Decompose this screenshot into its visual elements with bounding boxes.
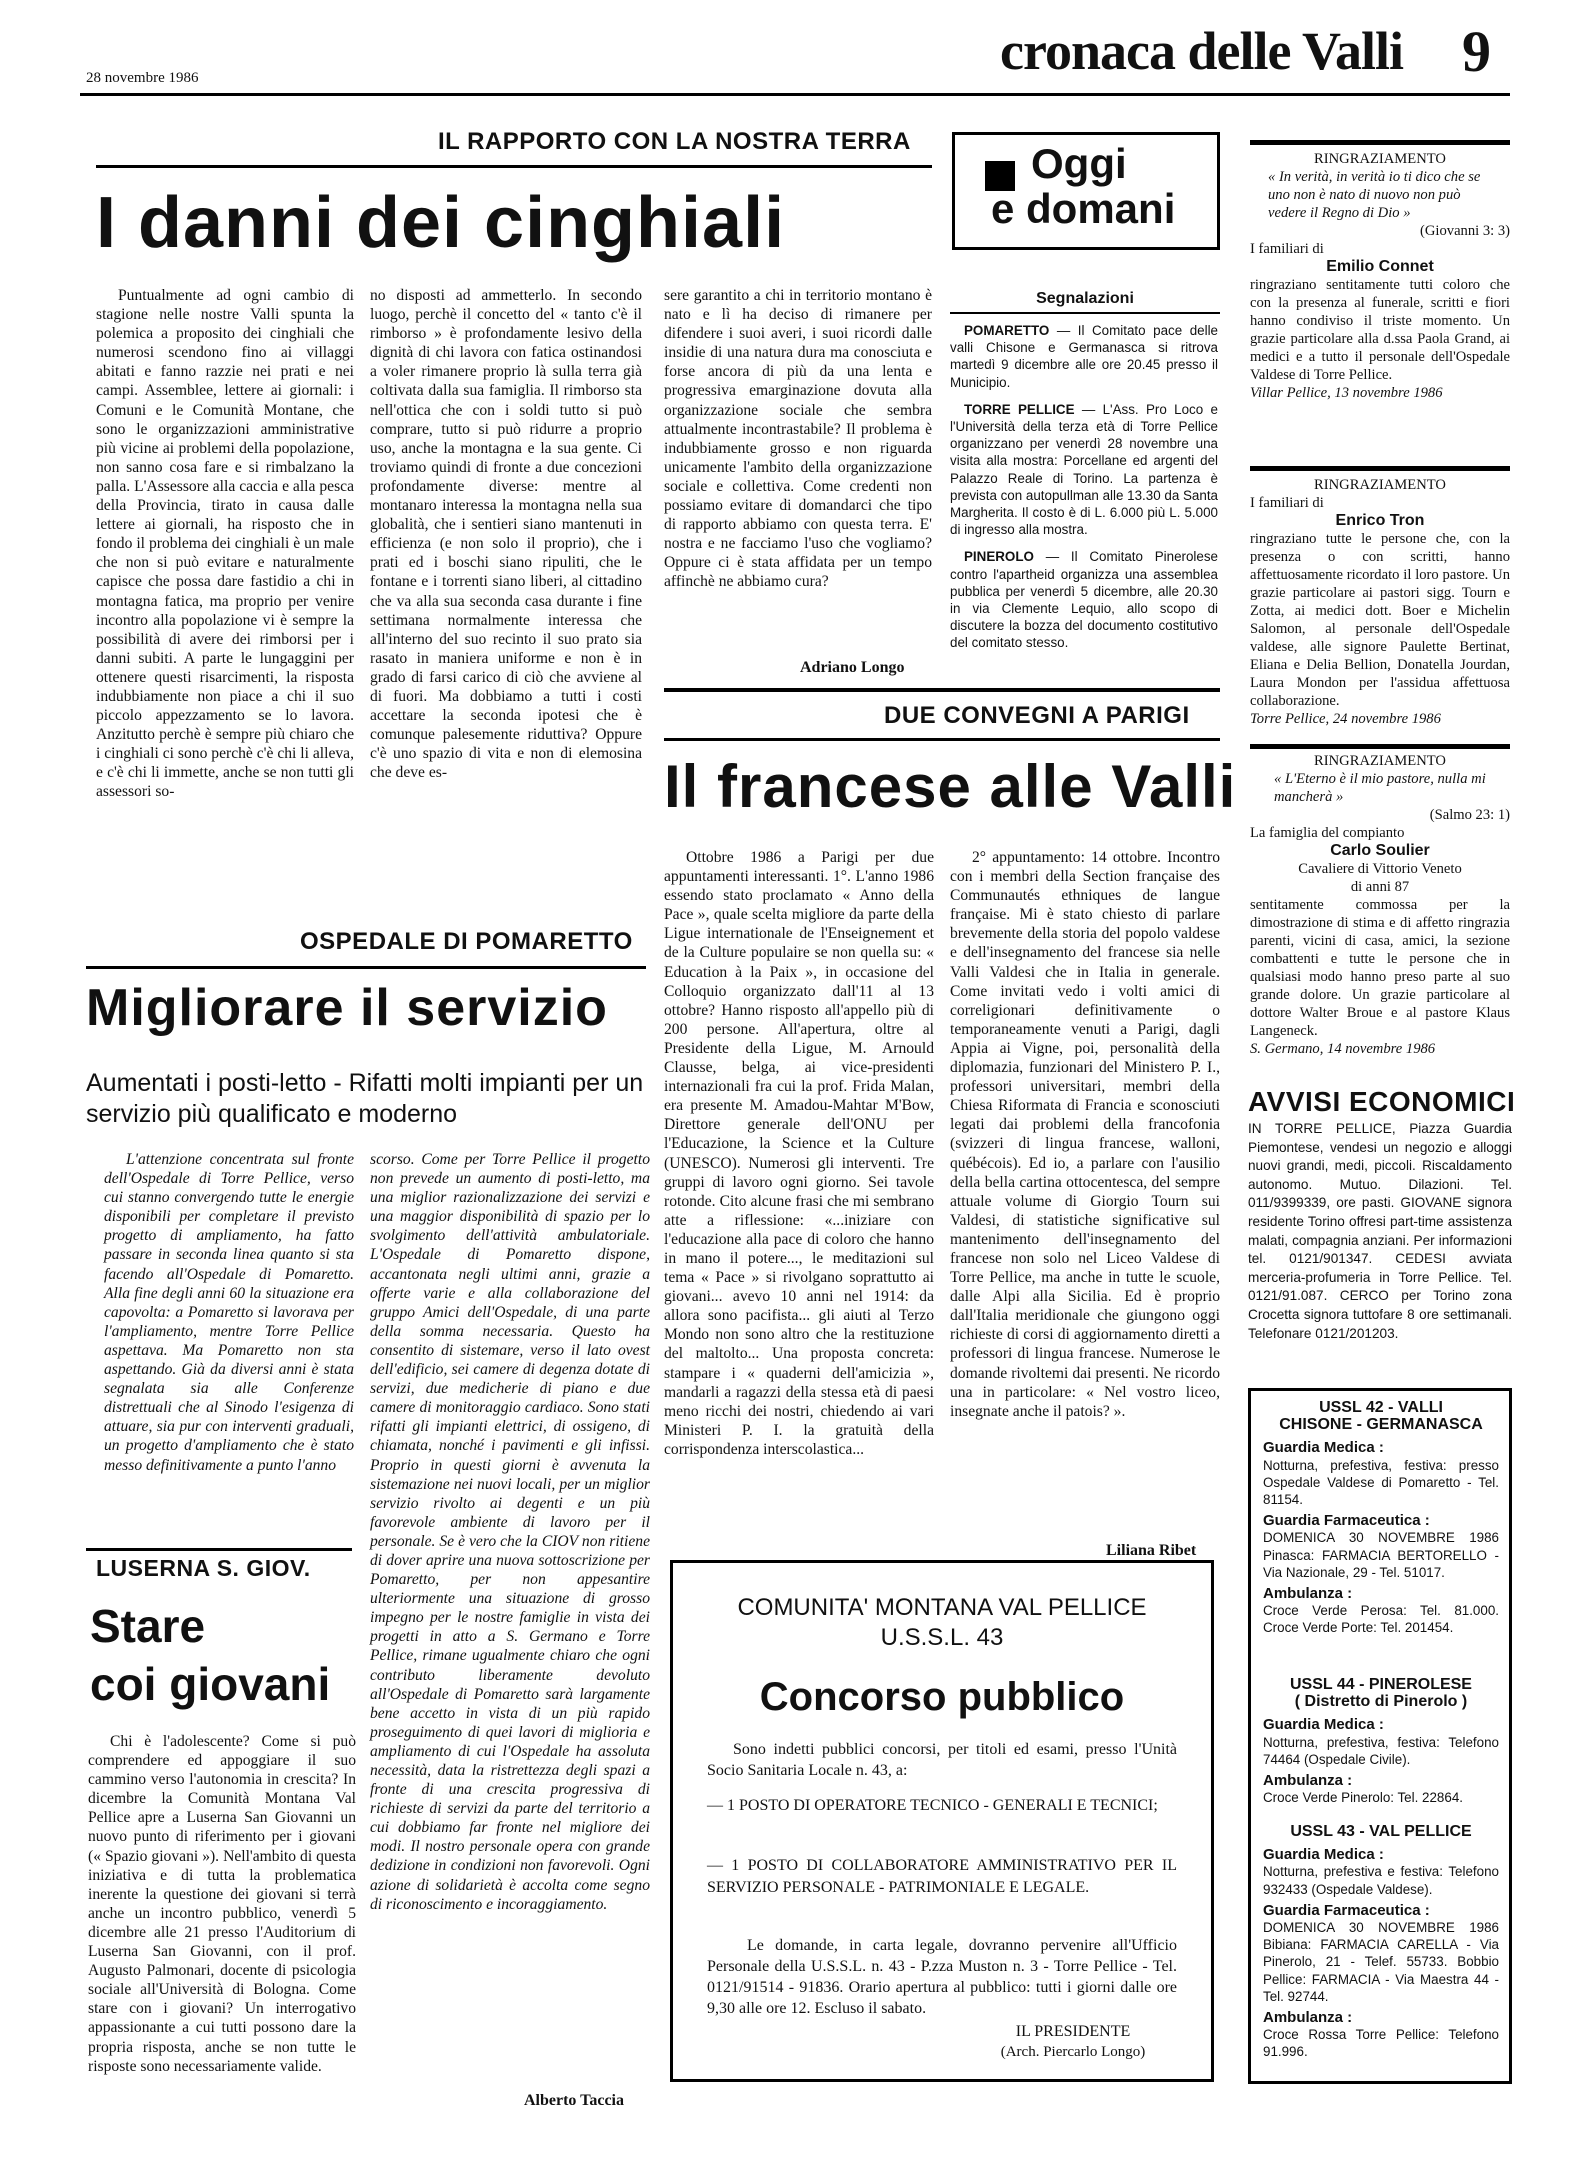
cinghiali-col2	[370, 286, 642, 886]
pomaretto-col2-text: scorso. Come per Torre Pellice il progetto non prevede un aumento di posti-letto, ma una miglior razionalizzazione dei servizi e una maggior disponibilità di spazio per lo svolgimento dell'attività ambulatoriale. L'Ospedale di Pomaretto dispone, accantonata negli ultimi anni, grazie a offerte varie e alla collaborazione del gruppo Amici dell'Ospedale, di una parte della somma necessaria. Questo ha consentito di sistemare, verso il lato ovest dell'edificio, sei camere di degenza dotate di servizi, due medicherie di piano e due camere di monitoraggio cardiaco. Sono stati rifatti gli impianti elettrici, di ossigeno, di chiamata, nonché i pavimenti e gli infissi. Proprio in questi giorni è avvenuta la sistemazione nei nuovi locali, per un miglior servizio rivolto ai degenti e un più favorevole ambiente di lavoro per il personale. Se è vero che la CIOV non ritiene di dover aprire una nuova sottoscrizione per Pomaretto, per non appesantire ulteriormente una situazione di grosso impegno per le nostre famiglie in vista dei progetti in atto a S. Germano e Torre Pellice, rimane ugualmente chiaro che ogni contributo liberamente devoluto all'Ospedale di Pomaretto sarà largamente bene accetto in vista di un più rapido proseguimento di quei lavori di miglioria e ampliamento di cui l'Ospedale ha assoluta necessità, data la ristrettezza degli spazi a fronte di una crescita progressiva di richieste di servizi da parte del territorio a cui dobbiamo far fronte nel migliore dei modi. Il nostro personale opera con grande dedizione in condizioni non favorevoli. Ogni azione di solidarietà è accolta come segno di riconoscimento e incoraggiamento.	[370, 1151, 650, 1913]
ussl-block-heading: Guardia Medica :	[1263, 1846, 1384, 1864]
ring-subtitle: Cavaliere di Vittorio Veneto	[1298, 861, 1462, 877]
luserna-title-2: coi giovani	[90, 1658, 331, 1710]
segnalazioni-heading: Segnalazioni	[1036, 290, 1134, 307]
ussl-block-heading: Ambulanza :	[1263, 1772, 1353, 1790]
cinghiali-col3-text: sere garantito a chi in territorio montano è nato e lì ha deciso di rimanere per difendere i suoi averi, i suoi ricordi dalle insidie di una natura dura ma conosciuta e forse ancora di più da una lenta e progressiva emarginazione dovuta alla organizzazione sociale che sembra attualmente incontrastabile? Il problema è indubbiamente grosso e non riguarda unicamente l'ambito della organizzazione sociale e collettiva. Come credenti non possiamo evitare di domandarci che tipo di rapporto abbiamo con questa terra. E' nostra e ne facciamo l'uso che vogliamo? Oppure ci è stata affidata per un tempo affinchè ne abbiamo cura?	[664, 287, 932, 591]
oggi-title-1: Oggi	[1031, 140, 1127, 187]
luserna-body	[88, 1732, 356, 2117]
ring-title: RINGRAZIAMENTO	[1314, 151, 1446, 167]
ring-place-date: S. Germano, 14 novembre 1986	[1250, 1041, 1436, 1057]
ussl-title: USSL 42 - VALLI	[1319, 1399, 1443, 1416]
ussl-block-text: DOMENICA 30 NOVEMBRE 1986 Bibiana: FARMACIA CARELLA - Via Pinerolo, 21 - Telef. 55733. Bobbio Pellice: FARMACIA - Via Maestra 44 - Tel. 92744.	[1263, 1920, 1499, 2004]
parigi-rule-top	[664, 688, 1220, 692]
segnalazione-place: TORRE PELLICE	[964, 401, 1075, 417]
luserna-title-1: Stare	[90, 1600, 206, 1652]
cinghiali-col3	[664, 286, 932, 652]
ring-quote: « In verità, in verità io ti dico che se uno non è nato di nuovo non può vedere il Regno di Dio »	[1268, 169, 1481, 221]
ring-intro: La famiglia del compianto	[1250, 825, 1405, 841]
segnalazioni-list	[950, 322, 1218, 724]
segnalazione-place: POMARETTO	[964, 323, 1050, 338]
pomaretto-kicker: OSPEDALE DI POMARETTO	[300, 928, 633, 955]
luserna-kicker: LUSERNA S. GIOV.	[96, 1555, 311, 1581]
cinghiali-kicker: IL RAPPORTO CON LA NOSTRA TERRA	[438, 128, 911, 155]
parigi-author: Liliana Ribet	[1106, 1542, 1197, 1559]
concorso-sign-1: IL PRESIDENTE	[1015, 2023, 1131, 2040]
pomaretto-rule	[86, 966, 646, 969]
ussl-block-text: Croce Verde Perosa: Tel. 81.000. Croce Verde Porte: Tel. 201454.	[1263, 1603, 1499, 1636]
ring-place-date: Torre Pellice, 24 novembre 1986	[1250, 711, 1441, 727]
ring-rule-2	[1250, 466, 1510, 471]
segnalazione-text: Il Comitato Pinerolese contro l'apartheid organizza una assemblea pubblica per venerdì 5 dicembre, alle 20.30 in via Clemente Lequio, allo scopo di discutere la bozza del documento costitutivo del comitato stesso.	[950, 549, 1218, 651]
segnalazione-text: Il Comitato pace delle valli Chisone e Germanasca si ritrova martedì 9 dicembre alle ore 20.45 presso il Municipio.	[950, 323, 1218, 390]
ring-title: RINGRAZIAMENTO	[1314, 477, 1446, 493]
ussl-block-text: Notturna, prefestiva, festiva: Telefono 74464 (Ospedale Civile).	[1263, 1734, 1499, 1767]
ring-quote: « L'Eterno è il mio pastore, nulla mi mancherà »	[1274, 771, 1486, 805]
ussl-block-text: Croce Verde Pinerolo: Tel. 22864.	[1263, 1790, 1463, 1806]
ussl-block-heading: Guardia Medica :	[1263, 1716, 1384, 1734]
segnalazione-text: L'Ass. Pro Loco e l'Università della terza età di Torre Pellice organizzano per venerdì 28 novembre una visita alla mostra: Porcellane ed argenti del Palazzo Reale di Torino. La partenza è prevista con autopullman alle 13.30 da Santa Margherita. Il costo è di L. 6.000 più L. 5.000 di ingresso alla mostra.	[950, 401, 1218, 538]
cinghiali-rule	[96, 165, 932, 168]
issue-date: 28 novembre 1986	[86, 70, 199, 86]
pomaretto-author: Alberto Taccia	[524, 2092, 624, 2109]
parigi-title: Il francese alle Valli	[664, 753, 1237, 820]
concorso-header-1: COMUNITA' MONTANA VAL PELLICE	[737, 1594, 1147, 1621]
ussl-43	[1263, 1823, 1499, 2075]
ussl-block-heading: Ambulanza :	[1263, 1585, 1353, 1603]
concorso-item-2: — 1 POSTO DI COLLABORATORE AMMINISTRATIVO PER IL SERVIZIO PERSONALE - PATRIMONIALE E LEGALE.	[707, 1857, 1177, 1896]
parigi-col1-text: Ottobre 1986 a Parigi per due appuntamenti interessanti. 1°. L'anno 1986 essendo stato proclamato « Anno della Pace », quale scelta migliore da parte della Ligue internationale de l'Enseignement et de la Culture populaire se non quella su: « Education à la Paix », in occasione del Colloquio organizzato dall'11 al 13 ottobre? Hanno risposto all'appello più di 200 persone. All'apertura, oltre al Presidente della Ligue, M. Arnould Clausse, belga, ai vice-presidenti internazionali fra cui la prof. Frida Malan, era presente M. Amadou-Mahtar M'Bow, Direttore generale dell'ONU per l'Educazione, la Science et la Culture (UNESCO). Numerosi gli interventi. Tre gruppi di lavoro ogni giorno. Sei tavole rotonde. Cito alcune frasi che mi sembrano atte a riflessione: «...iniziare con l'educazione alla pace di coloro che hanno in mano il potere..., le meditazioni sul tema « Pace » si rivolgano soprattutto ai giovani... avevo 10 anni nel 1914: da allora sono pacifista... gli aiuti al Terzo Mondo non sono altro che la restituzione del maltolto... Una proposta concreta: stampare i « quaderni dell'amicizia », mandarli a ragazzi della stessa età di paesi meno ricchi dei nostri, chiedendo ai vari Ministeri P. I. la gratuità della corrispondenza interscolastica...	[664, 849, 934, 1458]
ussl-block-text: Notturna, prefestiva, festiva: presso Ospedale Valdese di Pomaretto - Tel. 81154.	[1263, 1457, 1499, 1508]
ussl-block-heading: Guardia Farmaceutica :	[1263, 1512, 1430, 1530]
concorso-footer: Le domande, in carta legale, dovranno pervenire all'Ufficio Personale della U.S.S.L. n. 43 - P.zza Muston n. 3 - Torre Pellice - Tel. 0121/91514 - 91836. Orario apertura al pubblico: tutti i giorni dalle ore 9,30 alle ore 12. Escluso il sabato.	[707, 1937, 1177, 2017]
pomaretto-col1-text: L'attenzione concentrata sul fronte dell'Ospedale di Torre Pellice, verso cui stanno convergendo tutte le energie disponibili per completare il previsto progetto di ampliamento, ha fatto passare in seconda linea quanto si sta facendo all'Ospedale di Pomaretto. Alla fine degli anni 60 la situazione era capovolta: a Pomaretto si lavorava per l'ampliamento, mentre Torre Pellice aspettava. Ma Pomaretto non sta aspettando. Già da diversi anni è stata segnalata sia alle Conferenze distrettuali che al Sinodo l'esigenza di attuare, sia pur con interventi graduali, un progetto d'ampliamento che è stato messo definitivamente a punto l'anno	[104, 1151, 354, 1474]
segnalazione-item: PINEROLO — Il Comitato Pinerolese contro l'apartheid organizza una assemblea pubblica per venerdì 5 dicembre, alle 20.30 in via Clemente Lequio, allo scopo di discutere la bozza del documento costitutivo del comitato stesso.	[950, 549, 1218, 651]
ring-subtitle-2: di anni 87	[1350, 879, 1410, 895]
ring-rule-3	[1250, 744, 1510, 749]
ussl-title: USSL 43 - VAL PELLICE	[1290, 1823, 1472, 1840]
segnalazioni-rule	[950, 312, 1220, 314]
segnalazione-item: TORRE PELLICE — L'Ass. Pro Loco e l'Università della terza età di Torre Pellice organizzano per venerdì 28 novembre una visita alla mostra: Porcellane ed argenti del Palazzo Reale di Torino. La partenza è prevista con autopullman alle 13.30 da Santa Margherita. Il costo è di L. 6.000 più L. 5.000 di ingresso alla mostra.	[950, 401, 1218, 538]
ring-text: ringraziano sentitamente tutti coloro che con la presenza al funerale, scritti e fiori hanno condiviso il triste momento. Un grazie particolare alla d.ssa Paola Grand, ai medici e a tutto il personale dell'Ospedale Valdese di Torre Pellice.	[1250, 277, 1510, 383]
ussl-block-heading: Guardia Medica :	[1263, 1439, 1384, 1457]
pomaretto-col2	[370, 1150, 650, 2085]
ring-intro: I familiari di	[1250, 495, 1324, 511]
pomaretto-col1	[104, 1150, 354, 1474]
parigi-rule	[664, 738, 1220, 741]
page-number: 9	[1462, 19, 1491, 84]
concorso-intro: Sono indetti pubblici concorsi, per titoli ed esami, presso l'Unità Socio Sanitaria Locale n. 43, a:	[707, 1741, 1177, 1779]
ussl-subtitle: ( Distretto di Pinerolo )	[1294, 1693, 1468, 1711]
avvisi-body	[1248, 1120, 1512, 1380]
avvisi-text: IN TORRE PELLICE, Piazza Guardia Piemontese, vendesi un negozio e alloggi nuovi grandi, medi, piccoli. Riscaldamento autonomo. Mutuo. Dilazioni. Tel. 011/9399339, ore pasti. GIOVANE signora residente Torino offresi part-time assistenza malati, compagnia anziani. Per informazioni tel. 0121/901347. CEDESI avviata merceria-profumeria in Torre Pellice. Tel. 0121/91.087. CERCO per Torino zona Crocetta signora tuttofare 8 ore settimanali. Telefonare 0121/201203.	[1248, 1121, 1512, 1341]
ring-title: RINGRAZIAMENTO	[1314, 753, 1446, 769]
ussl-block-text: Croce Rossa Torre Pellice: Telefono 91.996.	[1263, 2027, 1499, 2060]
oggi-box	[952, 132, 1220, 250]
header-rule	[80, 93, 1510, 96]
ring-intro: I familiari di	[1250, 241, 1324, 257]
ring-ref: (Salmo 23: 1)	[1429, 807, 1510, 823]
cinghiali-col2-text: no disposti ad ammetterlo. In secondo luogo, perchè il concetto del « tanto c'è il rimborso » è profondamente lesivo della dignità di chi lavora con fatica ostinandosi a voler rimanere proprio là sulla terra già coltivata dalla sua famiglia. Il rimborso sta nell'ottica che con i soldi tutto si può comprare, tutto si può ridurre a proprio uso, anche la montagna e la sua gente. Ci troviamo quindi di fronte a due concezioni profondamente diverse: mentre al montanaro interessa la montagna nella sua globalità, che i sentieri siano mantenuti in efficienza (e non solo il proprio), che i prati ed i boschi siano ripuliti, che le fontane e i torrenti siano liberi, al cittadino che va alla sua seconda casa durante i fine settimana normalmente interessa che all'interno del suo recinto il suo prato sia rasato in maniera uniforme e non è in grado di farsi carico di ciò che avviene al di fuori. Ma dobbiamo a tutti i costi accettare la seconda ipotesi che è comunque palesemente riduttiva? Oppure c'è uno spazio di vita e non di elemosina che deve es-	[370, 287, 642, 782]
masthead: cronaca delle Valli	[1000, 21, 1404, 81]
cinghiali-author: Adriano Longo	[800, 659, 905, 676]
concorso-item-1: — 1 POSTO DI OPERATORE TECNICO - GENERALI E TECNICI;	[707, 1797, 1158, 1814]
ringraziamento-2	[1250, 476, 1510, 738]
ussl-block-text: DOMENICA 30 NOVEMBRE 1986 Pinasca: FARMACIA BERTORELLO - Via Nazionale, 29 - Tel. 51017.	[1263, 1530, 1499, 1580]
ring-name: Emilio Connet	[1326, 258, 1434, 275]
segnalazione-item: POMARETTO — Il Comitato pace delle valli Chisone e Germanasca si ritrova martedì 9 dicembre alle ore 20.45 presso il Municipio.	[950, 323, 1218, 390]
ring-rule-1	[1250, 140, 1510, 145]
ussl-box	[1248, 1388, 1512, 2084]
concorso-sign-2: (Arch. Piercarlo Longo)	[1000, 2044, 1146, 2060]
oggi-title-2: e domani	[991, 185, 1176, 232]
ring-text: ringraziano tutte le persone che, con la presenza o con scritti, hanno affettuosamente ricordato il loro pastore. Un grazie particolare ai pastori sigg. Tourn e Zotta, ai medici dott. Boer e Michelin Salomon, al personale dell'Ospedale valdese, alle signore Paulette Bertinat, Eliana e Delia Bellion, Donatella Jourdan, Laura Mondon per l'assidua affettuosa collaborazione.	[1250, 531, 1510, 709]
parigi-col2	[950, 848, 1220, 1528]
ussl-44	[1263, 1676, 1499, 1816]
parigi-col2-text: 2° appuntamento: 14 ottobre. Incontro con i membri della Section française des Communautés ethniques de langue française. Mi è stato chiesto di parlare brevemente della storia del popolo valdese e dell'insegnamento del francese sia nelle Valli Valdesi che in Italia in generale. Come invitati vedo i volti amici di correligionari definitivamente o temporaneamente venuti a Parigi, dagli Appia ai Vigne, poi, personalità della diplomazia, funzionari del Ministero P. I., professori universitari, membri della Chiesa Riformata di Francia e sconosciuti legati dai problemi della francofonia (svizzeri di lingua francese, walloni, québécois). Ed io, a parlare con l'ausilio della bella cartina ottocentesca, del sempre attuale volume di Giorgio Tourn sui Valdesi, di statistiche significative sul mantenimento dell'insegnamento del francese non solo nel Liceo Valdese di Torre Pellice, ma anche in tutte le scuole, dalle Alpi alla Sicilia. Ed è proprio dall'Italia meridionale che giungono oggi richieste di corsi di aggiornamento diretti a professori di lingua francese. Numerose le domande rivoltemi dai presenti. Ne ricordo una in particolare: « Nel vostro liceo, insegnate anche il patois? ».	[950, 849, 1220, 1420]
ussl-42	[1263, 1399, 1499, 1669]
ussl-block-text: Notturna, prefestiva e festiva: Telefono 932433 (Ospedale Valdese).	[1263, 1864, 1499, 1897]
ring-name: Carlo Soulier	[1330, 842, 1430, 859]
ussl-block-heading: Ambulanza :	[1263, 2009, 1353, 2027]
ring-place-date: Villar Pellice, 13 novembre 1986	[1250, 385, 1443, 401]
cinghiali-title: I danni dei cinghiali	[96, 183, 786, 263]
ring-ref: (Giovanni 3: 3)	[1420, 223, 1510, 239]
cinghiali-col1-text: Puntualmente ad ogni cambio di stagione nelle nostre Valli spunta la polemica a proposito dei cinghiali che numerosi scendono fino ai villaggi abitati e fanno razzie nei prati e nei campi. Assemblee, lettere ai giornali: i Comuni e le Comunità Montane, che sono le organizzazioni amministrative più vicine ai problemi della popolazione, non sanno cosa fare e si rimbalzano la palla. L'Assessore alla caccia e alla pesca della Provincia, tirato in causa dalle lettere ai giornali, ha risposto che in fondo il problema dei cinghiali è un male che non si può evitare e naturalmente capisce che possa dare fastidio a chi in montagna fatica, ma proprio per venire incontro alla popolazione vi è sempre la possibilità di avere dei rimborsi per i danni subiti. A parte le lungaggini per ottenere questi risarcimenti, la risposta indubbiamente non piace a chi il suo piccolo appezzamento se lo lavora. Anzitutto perchè è sempre più chiaro che i cinghiali ci sono perchè c'è chi li alleva, e c'è chi li immette, anche se non tutti gli assessori so-	[96, 287, 354, 801]
cinghiali-col1	[96, 286, 354, 876]
luserna-text: Chi è l'adolescente? Come si può comprendere ed appoggiare il suo cammino verso l'autonomia in crescita? In dicembre la Comunità Montana Val Pellice apre a Luserna San Giovanni un nuovo punto di riferimento per i giovani (« Spazio giovani »). Nell'ambito di questa iniziativa e di tutta la problematica inerente la questione dei giovani si terrà anche un incontro pubblico, venerdì 5 dicembre alle 21 presso l'Auditorium di Luserna San Giovanni, con il prof. Augusto Palmonari, docente di psicologia sociale all'Università di Bologna. Come stare con i giovani? Un interrogativo appassionante a cui tutti possono dare la propria risposta, anche se non tutte le risposte sono necessariamente valide.	[88, 1733, 356, 2075]
parigi-kicker: DUE CONVEGNI A PARIGI	[884, 702, 1190, 729]
pomaretto-title: Migliorare il servizio	[86, 979, 608, 1037]
concorso-box	[670, 1560, 1214, 2082]
ringraziamento-1	[1250, 150, 1510, 460]
pomaretto-subtitle: Aumentati i posti-letto - Rifatti molti impianti per un servizio più qualificato e moderno	[86, 1069, 644, 1128]
concorso-title: Concorso pubblico	[759, 1675, 1125, 1719]
ussl-title: USSL 44 - PINEROLESE	[1290, 1676, 1472, 1693]
ringraziamento-3	[1250, 752, 1510, 1104]
segnalazione-place: PINEROLO	[964, 549, 1034, 565]
avvisi-title: AVVISI ECONOMICI	[1248, 1086, 1516, 1117]
luserna-rule	[86, 1548, 352, 1551]
parigi-col1	[664, 848, 934, 1576]
ring-name: Enrico Tron	[1335, 512, 1425, 529]
ussl-subtitle: CHISONE - GERMANASCA	[1279, 1416, 1483, 1434]
concorso-header-2: U.S.S.L. 43	[880, 1624, 1004, 1651]
ussl-block-heading: Guardia Farmaceutica :	[1263, 1901, 1430, 1919]
ring-text: sentitamente commossa per la dimostrazione di stima e di affetto ringrazia parenti, vicini di casa, amici, la sezione combattenti e tutte le persone che in qualsiasi modo hanno preso parte al suo grande dolore. Un grazie particolare al dottore Walter Broue e al pastore Klaus Langeneck.	[1250, 897, 1510, 1039]
